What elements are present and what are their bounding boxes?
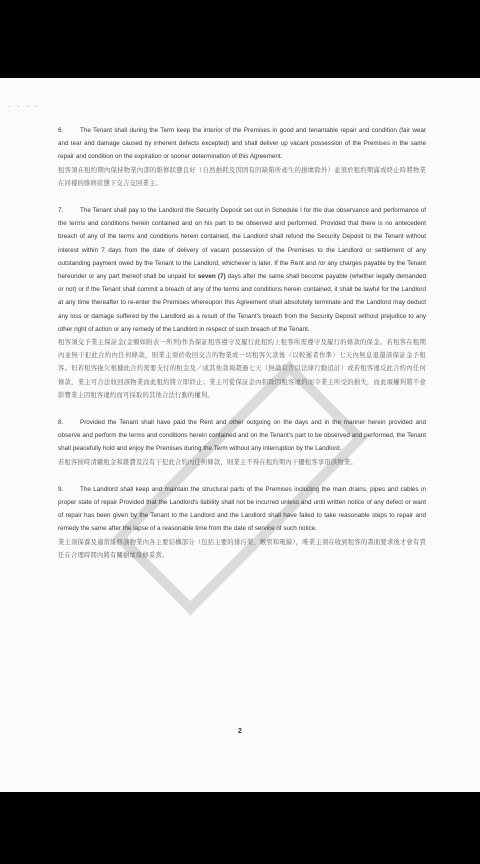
clause-number: 9. bbox=[58, 485, 64, 493]
clause-6 bbox=[58, 124, 426, 190]
clause-english: The Landlord shall keep and maintain the structural parts of the Premises including the main drains, pipes and cables in proper state of repair Provided that the Landlord's liability shall not be incurred unless and until written notice of any defect or want of repair has been given by the Tenant to the Landlord and the Landlord shall have failed to take reasonable steps to repair and remedy the same after the lapse of a reasonable time from the date of service of such notice. bbox=[58, 485, 426, 533]
clause-number: 6. bbox=[58, 127, 64, 134]
clause-chinese: 租客須在租約期內保持物業內部的維修狀態良好（自然損耗及因固有的缺陷所產生的損壞除外）並須於租約期滿或終止時將物業在同樣的維修狀態下交吉交回業主。 bbox=[58, 166, 426, 187]
clause-chinese: 租客須交予業主保証金(金額如附表一所列)作為保証租客遵守及履行此租約上租客所需遵守及履行的條款的保金。若租客在租期內並無干犯此合約內任何條款，則業主須於收回交吉的物業或一切租客欠款後（以較遲者作準）七天內無息退還該保証金予租客。但若租客拖欠根據此合約需要支付的租金及／或其他款項超過七天（無論有否以法律行動追討）或若租客違反此合約內任何條款，業主可合法收回該物業而此租約將立即終止；業主可從保証金內扣除因租客違約而令業主所受的損失，而此項權利將不會影響業主因租客違約而可採取的其他合法行動的權利。 bbox=[58, 339, 426, 399]
clause-chinese: 業主須保養及適當維修該物業內各主要結構部分（包括主要的排污渠、喉管和電線），唯業主須在收到租客的書面要求後才會有責任在合理時間內將有關損壞維修妥當。 bbox=[58, 538, 426, 559]
clause-english: Provided the Tenant shall have paid the Rent and other outgoing on the days and in the manner herein provided and observe and perform the terms and conditions herein contained and on the Tenant's part to be observed and performed, the Tenant shall peacefully hold and enjoy the Premises during the Term without any interruption by the Landlord. bbox=[58, 419, 426, 453]
clause-english-part-b: days after the same shall become payable (whether legally demanded or not) or if the Tenant shall commit a breach of any of the terms and conditions herein contained, it shall be lawful for the Landlord at any time thereafter to re-enter the Premises whereupon this Agreement shall absolutely terminate and the Landlord may deduct any loss or damage suffered by the Landlord as a result of the Tenant's breach from the Security Deposit without prejudice to any other right of action or any remedy of the Landlord in respect of such breach of the Tenant. bbox=[58, 273, 427, 333]
document-page bbox=[0, 78, 480, 792]
clause-english-bold: seven (7) bbox=[197, 273, 226, 281]
page-number: 2 bbox=[238, 728, 242, 735]
clause-chinese: 若租客按時清繳租金和雜費及沒有干犯此合約內任何條款，則業主不得在租約期內干擾租客享用該物業。 bbox=[58, 458, 357, 466]
clause-number: 7. bbox=[58, 207, 64, 215]
clause-7 bbox=[58, 204, 426, 402]
agreement-text bbox=[58, 124, 426, 576]
clause-number: 8. bbox=[58, 419, 64, 427]
clause-english: The Tenant shall during the Term keep the interior of the Premises in good and tenantable repair and condition (fair wear and tear and damage caused by inherent defects excepted) and shall deliver up vacant possession of the Premises in the same repair and condition on the expiration or sooner determination of this Agreement. bbox=[58, 127, 426, 161]
scan-artifact: · · · · bbox=[8, 102, 40, 111]
clause-8 bbox=[58, 416, 426, 469]
clause-9 bbox=[58, 483, 426, 562]
clause-english-part-a: The Tenant shall pay to the Landlord the Security Deposit set out in Schedule I for the due observance and performance of the terms and conditions herein contained and on his part to be observed and performed. Provided that there is no antecedent breach of any of the terms and conditions herein contained, the Landlord shall refund the Security Deposit to the Tenant without interest within 7 days from the date of delivery of vacant possession of the Premises to the Landlord or settlement of any outstanding payment owed by the Tenant to the Landlord, whichever is later. If the Rent and /or any charges payable by the Tenant hereunder or any part thereof shall be unpaid for bbox=[58, 207, 426, 281]
